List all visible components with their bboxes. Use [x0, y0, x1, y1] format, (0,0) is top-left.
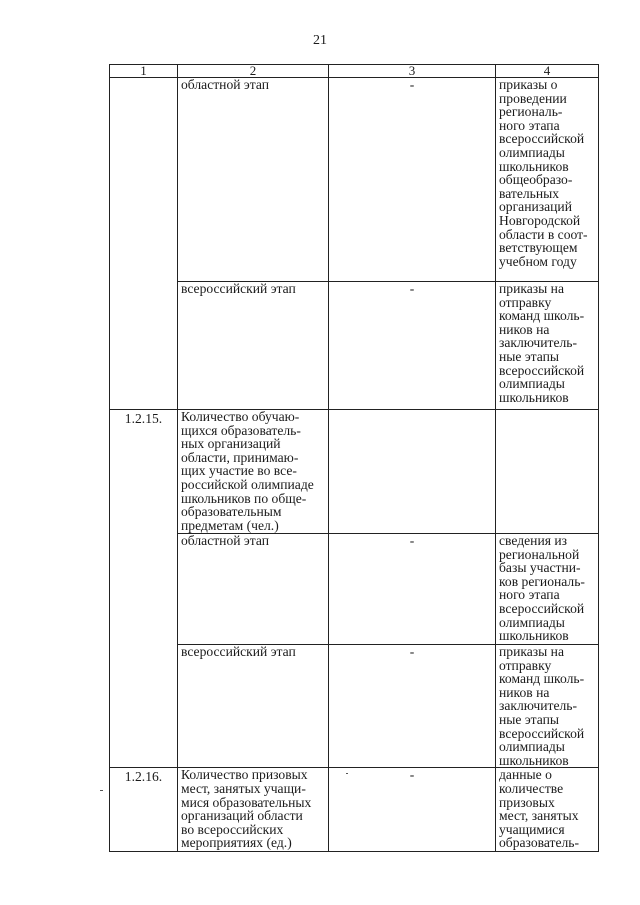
value-cell [329, 410, 496, 534]
table-row [110, 410, 599, 534]
indicator-name-cell: всероссийский этап [178, 645, 329, 768]
source-cell: приказы на отправку команд школь- ников на заключитель- ные этапы всероссийской олимпиады школьников [496, 645, 599, 768]
table-row [110, 78, 599, 282]
source-cell: приказы на отправку команд школь- ников на заключитель- ные этапы всероссийской олимпиады школьников [496, 282, 599, 410]
value-cell: - [329, 534, 496, 645]
table-row [110, 534, 599, 645]
source-cell [496, 410, 599, 534]
indicator-name-cell: Количество призовых мест, занятых учащи- мися образовательных организаций области во всероссийских мероприятиях (ед.) [178, 768, 329, 852]
source-cell: приказы о проведении региональ- ного этапа всероссийской олимпиады школьников общеобразо- вательных организаций Новгородской области в соот- ветствующем учебном году [496, 78, 599, 282]
header-col-1: 1 [110, 65, 178, 78]
indicator-name-cell: Количество обучаю- щихся образователь- ных организаций области, принимаю- щих участие во все- российской олимпиаде школьников по обще- образовательным предметам (чел.) [178, 410, 329, 534]
value-cell: - [329, 282, 496, 410]
header-col-3: 3 [329, 65, 496, 78]
table-header-row [110, 65, 599, 78]
indicators-table [109, 64, 599, 852]
row-number-cell: 1.2.16. [110, 768, 178, 852]
page-number: 21 [313, 33, 327, 48]
indicator-name-cell: областной этап [178, 78, 329, 282]
header-col-2: 2 [178, 65, 329, 78]
indicator-name-cell: всероссийский этап [178, 282, 329, 410]
scan-speck [346, 773, 348, 774]
table-row [110, 282, 599, 410]
source-cell: сведения из региональной базы участни- ков региональ- ного этапа всероссийской олимпиады школьников [496, 534, 599, 645]
table-row [110, 768, 599, 852]
value-cell: - [329, 78, 496, 282]
row-number-cell [110, 78, 178, 410]
row-number-cell: 1.2.15. [110, 410, 178, 768]
header-col-4: 4 [496, 65, 599, 78]
value-cell: - [329, 645, 496, 768]
indicator-name-cell: областной этап [178, 534, 329, 645]
scan-speck [100, 790, 103, 791]
source-cell: данные о количестве призовых мест, занятых учащимися образователь- [496, 768, 599, 852]
value-cell: - [329, 768, 496, 852]
table-row [110, 645, 599, 768]
